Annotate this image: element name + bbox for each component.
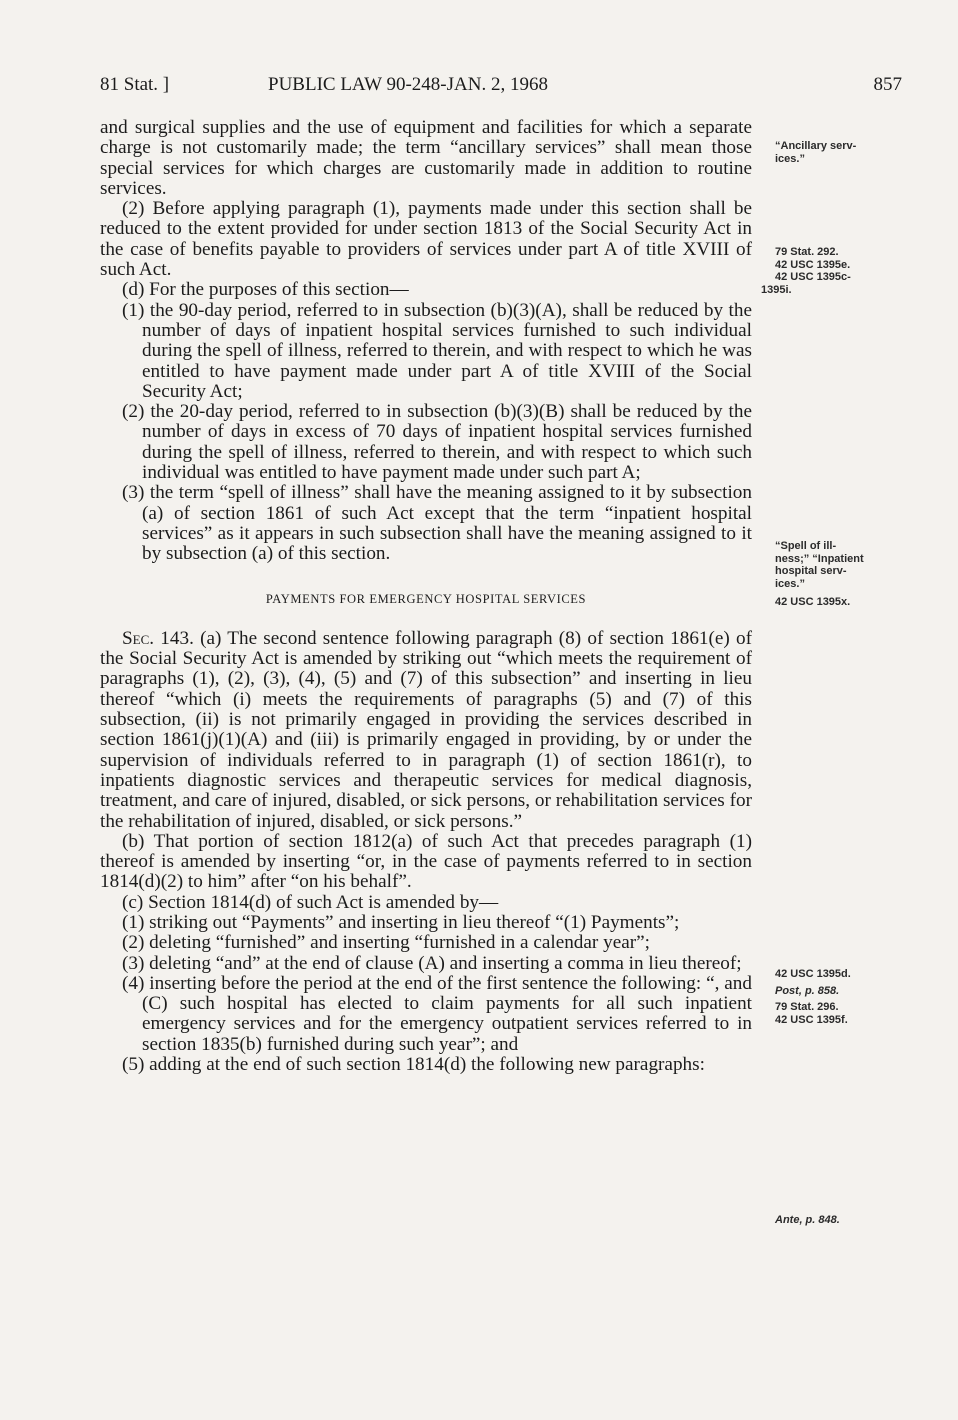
list-item: (1) the 90-day period, referred to in subsection (b)(3)(A), shall be reduced by the number of days of inpatient hospital services furnished to such individual during the spell of illness, referred to therein, and with respect to which he was entitled to have payment made under part A of title XVIII of the Social Security Act; [122,299,752,402]
list-item: (4) inserting before the period at the end of the first sentence the following: “, and (C) such hospital has elected to claim payments for all such inpatient emergency services and for the emergency outpatient services referred to in section 1835(b) furnished during such year”; and [122,972,752,1055]
section-text: (a) The second sentence following paragraph (8) of section 1861(e) of the Social Security Act is amended by striking out “which meets the requirement of paragraphs (1), (2), (3), (4), (5) and (7) of this subsection” and inserting in lieu thereof “which (i) meets the requirements of paragraphs (5) and (7) of this subsection, (ii) is not primarily engaged in providing the services described in section 1861(j)(1)(A) and (iii) is primarily engaged in providing, by or under the supervision of individuals referred to in paragraph (1) of section 1861(r), to inpatients diagnostic services and therapeutic services for medical diagnosis, treatment, and care of injured, disabled, or sick persons, or rehabilitation services for the rehabilitation of injured, disabled, or sick persons.” [100,627,752,832]
margin-note-ancillary: “Ancillary serv- ices.” [775,140,857,165]
paragraph: (b) That portion of section 1812(a) of such Act that precedes paragraph (1) thereof is amended by inserting “or, in the case of payments referred to in section 1814(d)(2) to him” after “on his behalf”. [100,830,752,893]
list-item: (5) adding at the end of such section 1814(d) the following new paragraphs: [122,1054,705,1076]
section-label: Sec. 143. [122,627,194,649]
margin-note-spell-of-illness: “Spell of ill- ness;” “Inpatient hospital serv- ices.” [775,540,864,590]
margin-note-stat-refs: 79 Stat. 292. 42 USC 1395e. 42 USC 1395c- 1395i. [761,246,851,296]
list-item: (1) striking out “Payments” and inserting in lieu thereof “(1) Payments”; [122,911,680,933]
list-item: (2) deleting “furnished” and inserting “furnished in a calendar year”; [122,932,650,954]
paragraph: and surgical supplies and the use of equipment and facilities for which a separate charge is not customarily made; the term “ancillary services” shall mean those special services for which charges are customarily made in addition to routine services. [100,117,752,199]
margin-note-ante: Ante, p. 848. [775,1214,840,1226]
law-title: PUBLIC LAW 90-248-JAN. 2, 1968 [268,74,548,95]
running-header [100,74,902,104]
list-item: (3) deleting “and” at the end of clause (A) and inserting a comma in lieu thereof; [122,952,742,974]
paragraph: (2) Before applying paragraph (1), payments made under this section shall be reduced to the extent provided for under section 1813 of the Social Security Act in the case of benefits payable to providers of services under part A of title XVIII of such Act. [100,198,752,281]
paragraph: (d) For the purposes of this section— [122,279,409,301]
margin-note-refs: 42 USC 1395d. Post, p. 858. 79 Stat. 296. 42 USC 1395f. [775,968,851,1026]
list-item: (3) the term “spell of illness” shall have the meaning assigned to it by subsection (a) of section 1861 of such Act except that the term “inpatient hospital services” as it appears in such subsection shall have the meaning assigned to it by subsection (a) of this section. [122,482,752,565]
paragraph: (c) Section 1814(d) of such Act is amended by— [122,891,499,913]
list-item: (2) the 20-day period, referred to in subsection (b)(3)(B) shall be reduced by the number of days in excess of 70 days of inpatient hospital services furnished during the spell of illness, referred to therein, and with respect to which such individual was entitled to have payment made under such part A; [122,401,752,484]
page-number: 857 [873,74,902,95]
statute-volume: 81 Stat. ] [100,74,170,95]
margin-note-1395x: 42 USC 1395x. [775,596,851,608]
body-text [100,118,752,1075]
paragraph [100,629,752,832]
section-heading: PAYMENTS FOR EMERGENCY HOSPITAL SERVICES [265,591,587,606]
